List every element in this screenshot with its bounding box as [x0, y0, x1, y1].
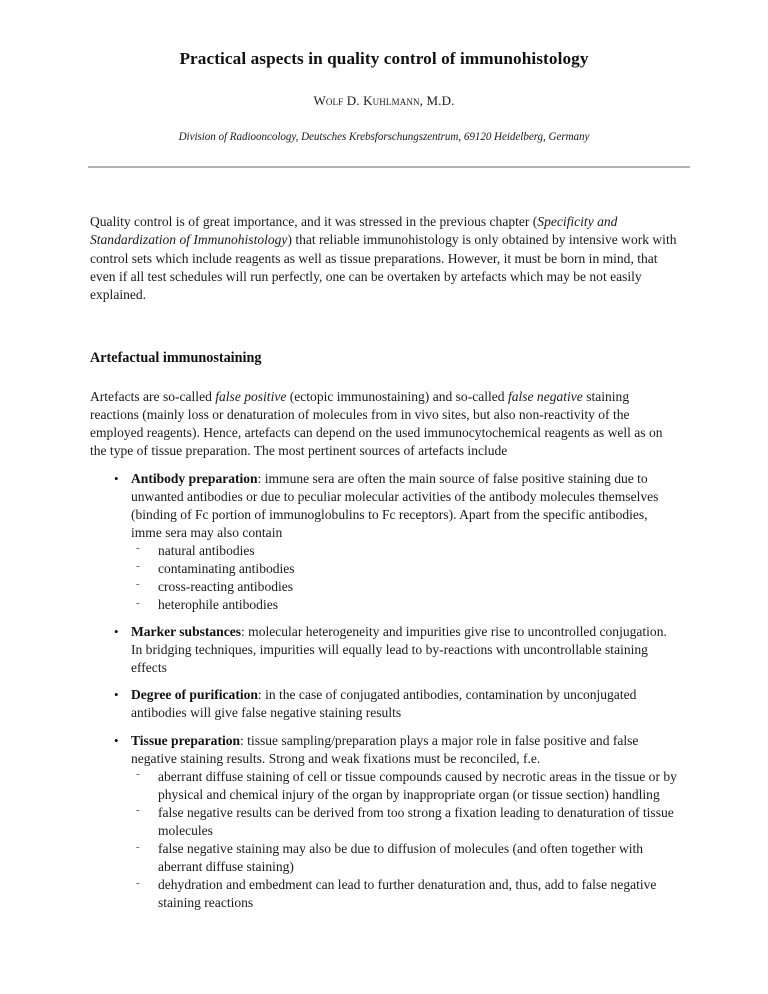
sub-list-item [131, 840, 680, 876]
sub-list [131, 542, 680, 614]
header-divider [88, 166, 690, 168]
dash-bullet-icon: - [136, 768, 140, 781]
list-item [90, 732, 680, 913]
sub-list-item [131, 578, 680, 596]
intro-paragraph [90, 213, 680, 303]
dash-bullet-icon: - [136, 804, 140, 817]
sub-list-item [131, 596, 680, 614]
lead-italic-false-negative: false negative [507, 389, 583, 405]
sub-list-item [131, 768, 680, 804]
sub-list-item-text: contaminating antibodies [158, 560, 295, 576]
page-title: Practical aspects in quality control of immunohistology [179, 49, 589, 68]
sub-list-item-text: false negative results can be derived from too strong a fixation leading to denaturation of tissue molecules [158, 804, 674, 838]
bullet-icon: • [114, 687, 119, 703]
sub-list-item-text: natural antibodies [158, 542, 255, 558]
dash-bullet-icon: - [136, 578, 140, 591]
dash-bullet-icon: - [136, 876, 140, 889]
lead-text-part3: staining reactions (mainly loss or denaturation of molecules from in vivo sites, but also non-reactivity of the employed reagents). Hence, artefacts can depend on the used immunocytochemical reagents as well as on the type of tissue preparation. The most pertinent sources of artefacts include [90, 389, 663, 459]
list-item-text: : tissue sampling/preparation plays a major role in false positive and false negative staining results. Strong and weak fixations must be reconciled, f.e. [131, 732, 639, 766]
dash-bullet-icon: - [136, 596, 140, 609]
intro-citation-italic: Specificity and Standardization of Immunohistology [90, 214, 618, 248]
dash-bullet-icon: - [136, 542, 140, 555]
list-item-text: : immune sera are often the main source of false positive staining due to unwanted antibodies or due to peculiar molecular activities of the antibody molecules themselves (binding of Fc portion of immunoglobulins to Fc receptors). Apart from the specific antibodies, imme sera may also contain [131, 470, 659, 540]
author-affiliation: Division of Radiooncology, Deutsches Krebsforschungszentrum, 69120 Heidelberg, Germany [178, 131, 590, 144]
author-name: Wolf D. Kuhlmann, M.D. [313, 93, 455, 109]
lead-text-part2: (ectopic immunostaining) and so-called [286, 389, 508, 405]
lead-italic-false-positive: false positive [215, 389, 287, 405]
lead-text-part1: Artefacts are so-called [90, 389, 216, 405]
list-item-lead-in: Degree of purification [131, 687, 258, 703]
section-lead-paragraph [90, 388, 680, 460]
document-body [0, 213, 768, 912]
sub-list-item [131, 876, 680, 912]
list-item [90, 470, 680, 615]
sub-list [131, 768, 680, 913]
list-item-lead-in: Marker substances [131, 624, 242, 640]
bullet-icon: • [114, 470, 119, 486]
sub-list-item-text: heterophile antibodies [158, 597, 279, 613]
sub-list-item [131, 560, 680, 578]
sub-list-item-text: aberrant diffuse staining of cell or tissue compounds caused by necrotic areas in the tissue or by physical and chemical injury of the organ by inappropriate organ (or tissue section) handling [158, 768, 677, 802]
sub-list-item [131, 804, 680, 840]
artefact-sources-list [90, 470, 680, 913]
dash-bullet-icon: - [136, 840, 140, 853]
list-item [90, 623, 680, 677]
list-item-text: : molecular heterogeneity and impurities give rise to uncontrolled conjugation. In bridging techniques, impurities will equally lead to by-reactions with uncontrollable staining effects [131, 624, 667, 676]
intro-text-part1: Quality control is of great importance, and it was stressed in the previous chapter ( [90, 214, 538, 230]
list-item-lead-in: Antibody preparation [131, 470, 258, 486]
intro-text-part2: ) that reliable immunohistology is only obtained by intensive work with control sets which include reagents as well as tissue preparations. However, it must be born in mind, that even if all test schedules will run perfectly, one can be overtaken by artefacts which may be not easily explained. [90, 232, 677, 302]
sub-list-item-text: cross-reacting antibodies [158, 578, 294, 594]
list-item [90, 686, 680, 722]
list-item-lead-in: Tissue preparation [131, 732, 241, 748]
bullet-icon: • [114, 732, 119, 748]
document-masthead [0, 0, 768, 168]
section-heading-artefactual-immunostaining: Artefactual immunostaining [90, 349, 262, 366]
dash-bullet-icon: - [136, 560, 140, 573]
sub-list-item [131, 542, 680, 560]
sub-list-item-text: dehydration and embedment can lead to further denaturation and, thus, add to false negative staining reactions [158, 877, 657, 911]
list-item-text: : in the case of conjugated antibodies, contamination by unconjugated antibodies will give false negative staining results [131, 687, 637, 721]
sub-list-item-text: false negative staining may also be due to diffusion of molecules (and often together with aberrant diffuse staining) [158, 841, 644, 875]
bullet-icon: • [114, 624, 119, 640]
